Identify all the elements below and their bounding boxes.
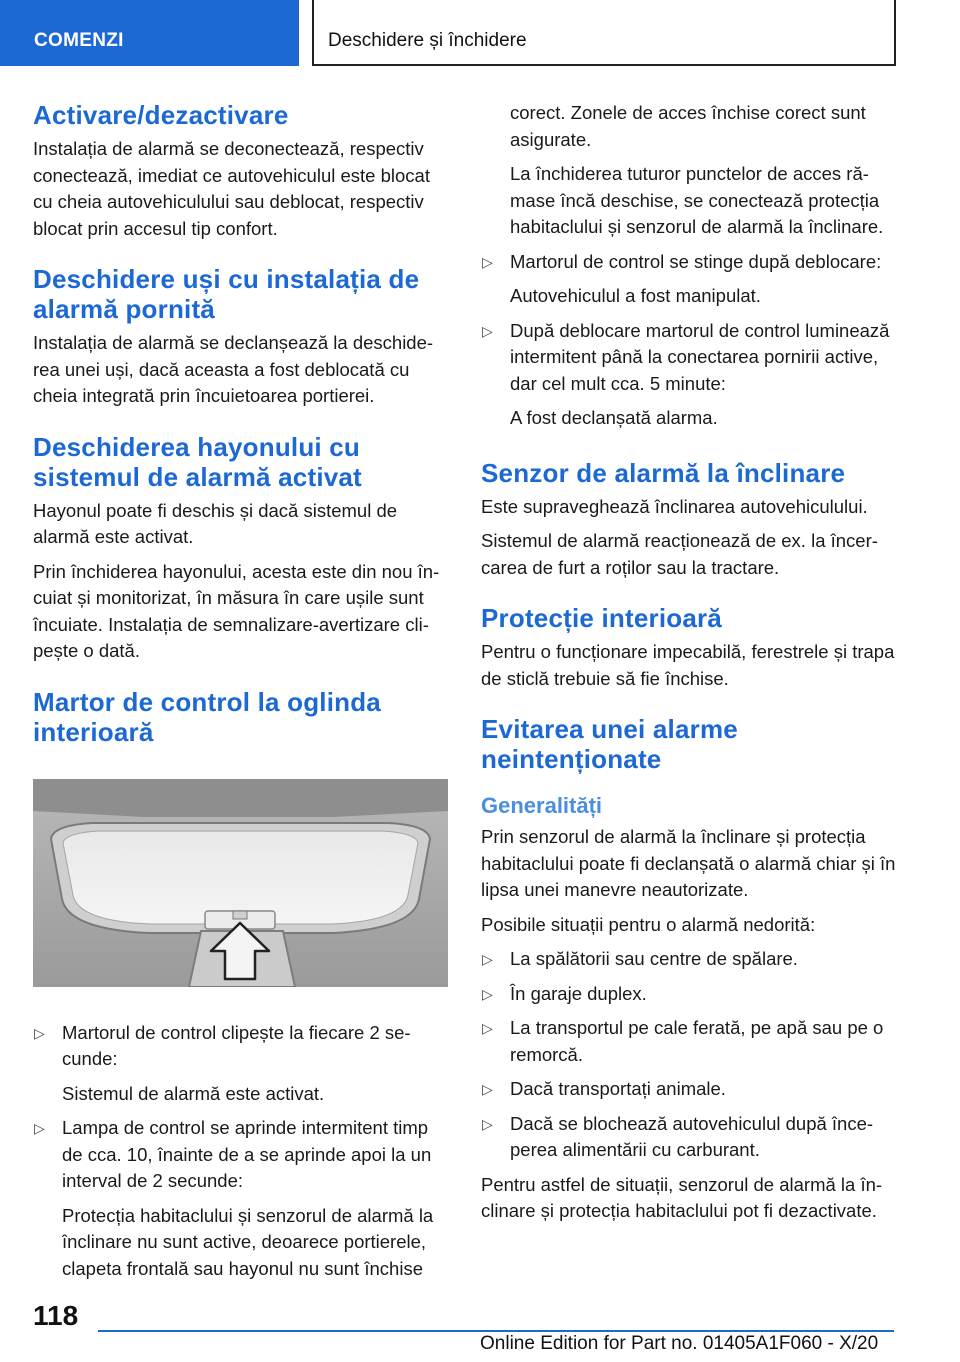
heading-martor: Martor de control la oglinda interioară xyxy=(33,686,381,747)
section-martor xyxy=(33,687,451,1283)
bullet-text: După deblocare martorul de control luminează intermitent până la conectarea pornirii active, dar cel mult cca. 5 minute: xyxy=(510,319,890,394)
list-item-text: La spălătorii sau centre de spălare. xyxy=(510,948,798,969)
triangle-right-outline-icon: ▷ xyxy=(482,322,493,339)
section-senzor xyxy=(481,458,901,582)
continued-paragraph-2: La închiderea tuturor punctelor de acces rămase încă deschise, se conectează protecția habitaclului și senzorul de alarmă la înclinare. xyxy=(510,163,884,237)
bullet-text: Lampa de control se aprinde intermitent timp de cca. 10, înainte de a se aprinde apoi la un interval de 2 secunde: xyxy=(62,1117,432,1191)
bullet-subtext: Autovehiculul a fost manipulat. xyxy=(510,285,761,306)
bullet-item xyxy=(33,1115,451,1195)
paragraph-evitarea-2: Posibile situații pentru o alarmă nedorită: xyxy=(481,913,816,935)
triangle-right-outline-icon: ▷ xyxy=(482,985,493,1002)
paragraph-hayon-2: Prin închiderea hayonului, acesta este din nou încuiat și monitorizat, în măsura în care ușile sunt încuiate. Instalația de semnalizare-avertizare clipește o dată. xyxy=(33,560,440,661)
heading-hayon: Deschiderea hayonului cu sistemul de alarmă activat xyxy=(33,431,362,492)
paragraph-protectie: Pentru o funcționare impecabilă, ferestrele și trapa de sticlă trebuie să fie închise. xyxy=(481,641,895,689)
footer-divider xyxy=(98,1330,894,1332)
list-item xyxy=(481,1076,901,1103)
list-item xyxy=(481,1111,901,1164)
bullet-text: Martorul de control clipește la fiecare 2 secunde: xyxy=(62,1021,411,1069)
heading-activare: Activare/dezactivare xyxy=(33,100,289,130)
section-protectie xyxy=(481,603,901,692)
section-usi xyxy=(33,264,451,410)
paragraph-evitarea-3: Pentru astfel de situații, senzorul de alarmă la înclinare și protecția habitaclului pot fi dezactivate. xyxy=(481,1173,883,1221)
list-item xyxy=(481,1015,901,1068)
bullet-item xyxy=(33,1020,451,1073)
list-item xyxy=(481,946,901,973)
list-item xyxy=(481,981,901,1008)
left-column xyxy=(33,100,451,1290)
subheading-generalitati: Generalități xyxy=(481,793,603,818)
bullet-item xyxy=(481,249,901,276)
section-hayon xyxy=(33,432,451,665)
section-evitarea xyxy=(481,714,901,1225)
paragraph-usi: Instalația de alarmă se declanșează la deschiderea unei uși, dacă aceasta a fost deblocată cu cheia integrată prin încuietoarea portierei. xyxy=(33,332,434,406)
heading-evitarea: Evitarea unei alarme neintenționate xyxy=(481,714,738,774)
section-tab[interactable]: COMENZI xyxy=(0,0,299,66)
mirror-photo xyxy=(33,779,448,987)
bullet-subtext: Protecția habitaclului și senzorul de alarmă la înclinare nu sunt active, deoarece portierele, clapeta frontală sau hayonul nu sunt închise xyxy=(62,1204,434,1279)
paragraph-senzor-1: Este supraveghează înclinarea autovehiculului. xyxy=(481,495,868,517)
continued-paragraph-1: corect. Zonele de acces închise corect sunt asigurate. xyxy=(510,102,866,150)
paragraph-activare: Instalația de alarmă se deconectează, respectiv conectează, imediat ce autovehiculul este blocat cu cheia autovehiculului sau deblocat, respectiv blocat prin accesul tip confort. xyxy=(33,138,430,239)
list-item-text: Dacă se blochează autovehiculul după începerea alimentării cu carburant. xyxy=(510,1112,874,1160)
list-item-text: În garaje duplex. xyxy=(510,982,647,1004)
list-item-text: La transportul pe cale ferată, pe apă sau pe o remorcă. xyxy=(510,1017,884,1065)
triangle-right-outline-icon: ▷ xyxy=(34,1120,45,1136)
paragraph-senzor-2: Sistemul de alarmă reacționează de ex. la încercarea de furt a roților sau la tractare. xyxy=(481,530,878,578)
bullet-text: Martorul de control se stinge după deblocare: xyxy=(510,250,882,272)
bullet-subtext: Sistemul de alarmă este activat. xyxy=(62,1082,325,1104)
section-activare xyxy=(33,100,451,242)
heading-senzor: Senzor de alarmă la înclinare xyxy=(481,457,846,488)
triangle-right-outline-icon: ▷ xyxy=(482,951,493,967)
page-header xyxy=(0,0,960,66)
heading-protectie: Protecție interioară xyxy=(481,603,722,633)
list-item-text: Dacă transportați animale. xyxy=(510,1078,726,1099)
paragraph-hayon-1: Hayonul poate fi deschis și dacă sistemul de alarmă este activat. xyxy=(33,499,398,547)
triangle-right-outline-icon: ▷ xyxy=(482,1115,493,1132)
edition-label[interactable]: Online Edition for Part no. 01405A1F060 - X/20 xyxy=(480,1333,879,1354)
bullet-subtext: A fost declanșată alarma. xyxy=(510,407,718,428)
triangle-right-outline-icon: ▷ xyxy=(34,1024,45,1041)
page-number: 118 xyxy=(33,1300,79,1331)
bullet-item xyxy=(481,318,901,398)
right-column xyxy=(481,100,901,1233)
triangle-right-outline-icon: ▷ xyxy=(482,1081,493,1097)
triangle-right-outline-icon: ▷ xyxy=(482,1020,493,1036)
heading-usi: Deschidere uși cu instalația de alarmă pornită xyxy=(33,264,420,324)
chapter-tab[interactable]: Deschidere și închidere xyxy=(312,0,896,66)
paragraph-evitarea-1: Prin senzorul de alarmă la înclinare și protecția habitaclului poate fi declanșată o alarmă chiar și în lipsa unei manevre neautorizate. xyxy=(481,826,896,900)
triangle-right-outline-icon: ▷ xyxy=(482,253,493,270)
